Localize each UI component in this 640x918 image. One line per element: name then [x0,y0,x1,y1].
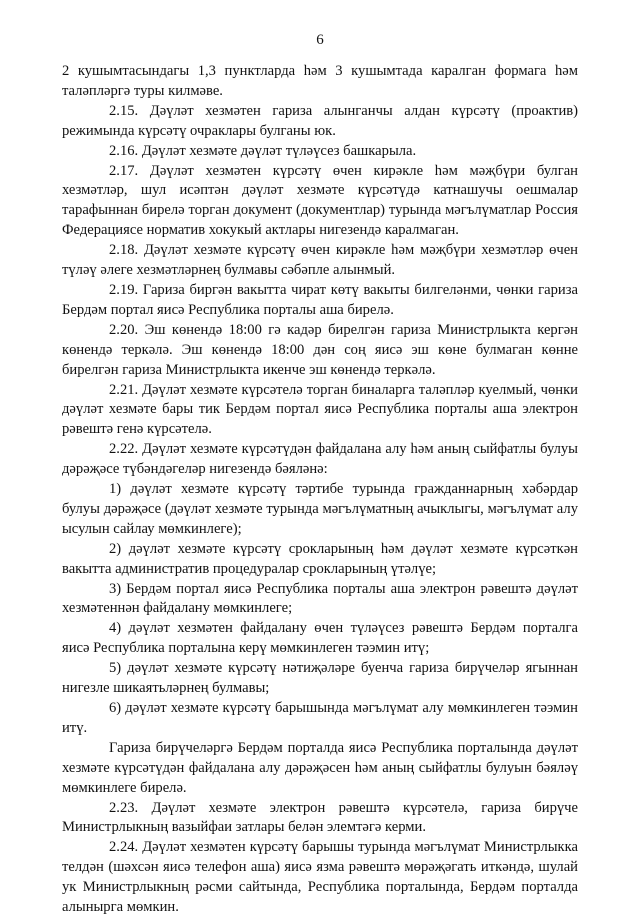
paragraph-2-19: 2.19. Гариза биргән вакытта чират көтү вакыты билгеләнми, чөнки гариза Бердәм портал яисә Республика порталы аша бирелә. [62,281,578,318]
list-item-5: 5) дәүләт хезмәте күрсәтү нәтиҗәләре буенча гариза бирүчеләр ягыннан нигезле шикаятьләрнең булмавы; [62,660,578,697]
document-body [62,62,578,918]
paragraph-2-21: 2.21. Дәүләт хезмәте күрсәтелә торган биналарга таләпләр куелмый, чөнки дәүләт хезмәте бары тик Бердәм портал яисә Республика порталы аша электрон рәвештә генә күрсәтелә. [62,381,578,438]
list-item-1: 1) дәүләт хезмәте күрсәтү тәртибе турында гражданнарның хәбәрдар булуы дәрәҗәсе (дәүләт хезмәте турында мәгълүматның ачыклыгы, мәгълүмат алу ысулын сайлау мөмкинлеге); [62,481,578,537]
paragraph-assessment: Гариза бирүчеләргә Бердәм порталда яисә Республика порталында дәүләт хезмәте күрсәтүдән файдалана алу дәрәҗәсен һәм аның сыйфатлы булуын бәяләү мөмкинлеге бирелә. [62,739,578,796]
paragraph-continuation: 2 кушымтасындагы 1,3 пунктларда һәм 3 кушымтада каралган формага һәм таләпләргә туры килмәве. [62,63,578,99]
list-item-3: 3) Бердәм портал яисә Республика порталы аша электрон рәвештә дәүләт хезмәтеннән файдалану мөмкинлеге; [62,580,578,617]
list-item-4: 4) дәүләт хезмәтен файдалану өчен түләүсез рәвештә Бердәм порталга яисә Республика порталына керү мөмкинлеген тәэмин итү; [62,620,578,657]
paragraph-2-17: 2.17. Дәүләт хезмәтен күрсәтү өчен кирәкле һәм мәҗбүри булган хезмәтләр, шул исәптән дәүләт хезмәте күрсәтүдә катнашучы оешмалар тарафыннан бирелә торган документ (документлар) турында мәгълүматлар Россия Федерациясе норматив хокукый актлары нигезендә каралмаган. [62,162,578,239]
list-item-2: 2) дәүләт хезмәте күрсәтү срокларының һәм дәүләт хезмәте күрсәткән вакытта административ процедуралар срокларының үтәлүе; [62,540,578,577]
paragraph-2-20: 2.20. Эш көнендә 18:00 гә кадәр бирелгән гариза Министрлыкта кергән көнендә теркәлә. Эш көнендә 18:00 дән соң яисә эш көне булмаган көнне бирелгән гариза Министрлыкта икенче эш көнендә теркәлә. [62,321,578,378]
paragraph-2-22: 2.22. Дәүләт хезмәте күрсәтүдән файдалана алу һәм аның сыйфатлы булуы дәрәҗәсе түбәндәгеләр нигезендә бәяләнә: [62,441,578,478]
page-number: 6 [316,32,324,48]
paragraph-2-16: 2.16. Дәүләт хезмәте дәүләт түләүсез башкарыла. [109,142,417,159]
paragraph-2-15: 2.15. Дәүләт хезмәтен гариза алынганчы алдан күрсәтү (проактив) режимында күрсәтү очраклары булганы юк. [62,102,578,139]
paragraph-2-18: 2.18. Дәүләт хезмәте күрсәтү өчен кирәкле һәм мәҗбүри хезмәтләр өчен түләү әлеге хезмәтләрнең булмавы сәбәпле алынмый. [62,242,578,279]
paragraph-2-23: 2.23. Дәүләт хезмәте электрон рәвештә күрсәтелә, гариза бирүче Министрлыкның вазыйфаи затлары белән элемтәгә керми. [62,799,578,836]
list-item-6: 6) дәүләт хезмәте күрсәтү барышында мәгълүмат алу мөмкинлеген тәэмин итү. [62,700,578,736]
paragraph-2-24: 2.24. Дәүләт хезмәтен күрсәтү барышы турында мәгълүмат Министрлыкка телдән (шәхсән яисә телефон аша) яисә язма рәвештә мөрәҗәгать иткәндә, шулай ук Министрлыкның рәсми сайтында, Республика порталында, Бердәм порталда алынырга мөмкин. [62,839,578,916]
